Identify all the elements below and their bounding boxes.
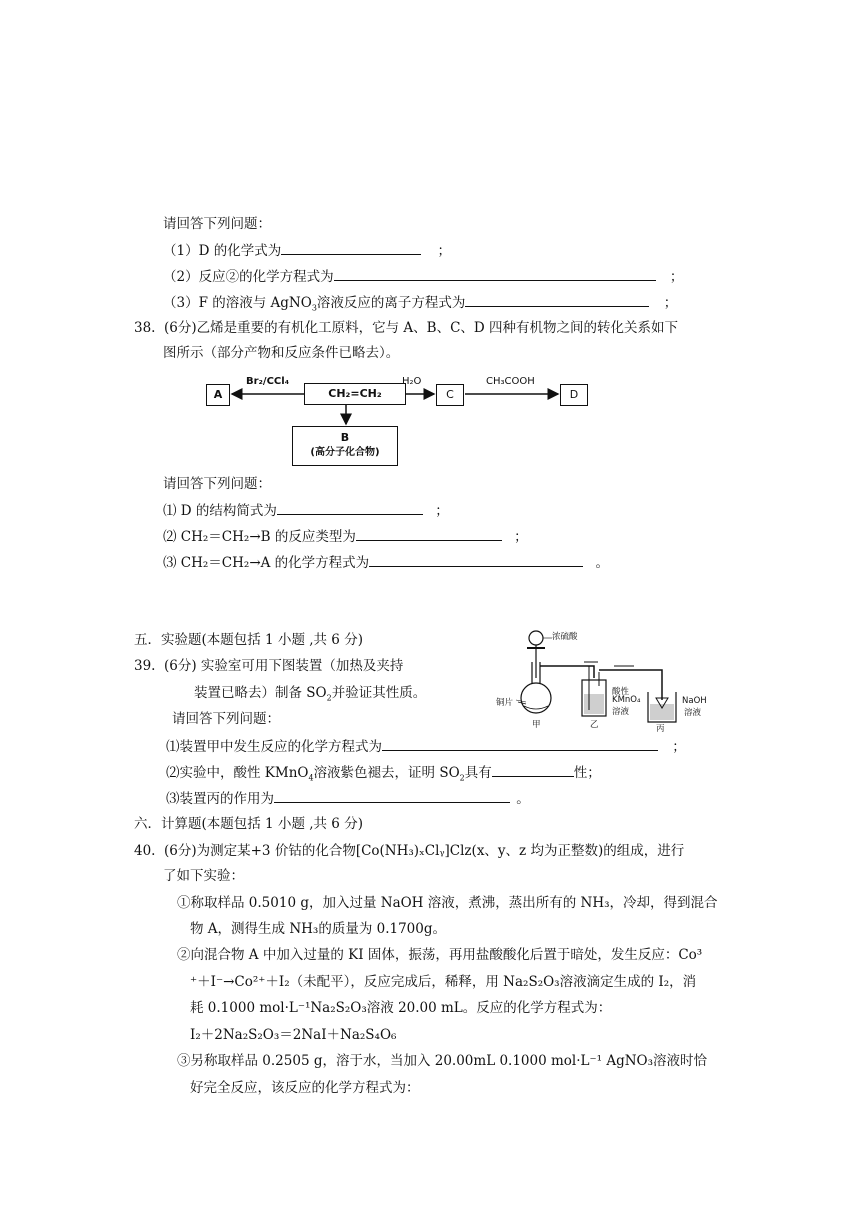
node-ethylene: CH₂=CH₂ bbox=[304, 383, 406, 405]
q39-part3-text: ⑶装置丙的作用为 bbox=[166, 791, 274, 807]
q39-part3 bbox=[166, 788, 530, 809]
label-conc-sulfuric-acid: 浓硫酸 bbox=[552, 632, 578, 642]
q39-line2-end: 并验证其性质。 bbox=[331, 685, 427, 701]
q38-part3-end: 。 bbox=[595, 555, 609, 571]
q40-step1-line1: ①称取样品 0.5010 g，加入过量 NaOH 溶液，煮沸，蒸出所有的 NH₃，冷却，得到混合 bbox=[177, 895, 718, 911]
node-b-label: B bbox=[340, 431, 350, 444]
q39-part1-text: ⑴装置甲中发生反应的化学方程式为 bbox=[166, 739, 382, 755]
node-a: A bbox=[206, 384, 230, 406]
q39-part2 bbox=[166, 762, 601, 783]
label-naoh-2: 溶液 bbox=[684, 708, 702, 718]
q39-answer-blank-2[interactable] bbox=[492, 762, 574, 777]
q39-answer-blank-3[interactable] bbox=[274, 788, 510, 803]
q40-step1-line2: 物 A，测得生成 NH₃的质量为 0.1700g。 bbox=[190, 921, 446, 937]
label-jia: 甲 bbox=[532, 720, 541, 730]
q39-part2-mid: 溶液紫色褪去，证明 SO bbox=[313, 765, 460, 781]
q38-part1 bbox=[163, 500, 449, 521]
q37-part1-text: （1）D 的化学式为 bbox=[163, 243, 282, 259]
q39-part2-text: ⑵实验中，酸性 KMnO bbox=[166, 765, 309, 781]
q38-answer-blank-3[interactable] bbox=[369, 552, 583, 567]
q39-part2-mid2: 具有 bbox=[464, 765, 492, 781]
label-yi: 乙 bbox=[590, 720, 599, 730]
q40-step3-line2: 好完全反应，该反应的化学方程式为： bbox=[190, 1080, 420, 1096]
label-kmno4-3: 溶液 bbox=[612, 707, 630, 717]
q37-part2-text: （2）反应②的化学方程式为 bbox=[163, 269, 334, 285]
q39-answer-blank-1[interactable] bbox=[382, 736, 658, 751]
node-c: C bbox=[436, 384, 464, 406]
q39-part1 bbox=[166, 736, 686, 757]
q37-part3-sub: 3 bbox=[311, 303, 317, 313]
q39-apparatus-diagram bbox=[494, 626, 720, 732]
q37-part1 bbox=[163, 240, 451, 261]
q39-part2-end: 性； bbox=[573, 765, 601, 781]
q38-part1-end: ； bbox=[435, 503, 449, 519]
q38-part3-text: ⑶ CH₂＝CH₂→A 的化学方程式为 bbox=[163, 555, 370, 571]
q39-number: 39. bbox=[134, 658, 156, 674]
q37-part2 bbox=[163, 266, 683, 287]
q38-part1-text: ⑴ D 的结构简式为 bbox=[163, 503, 277, 519]
q38-part2 bbox=[163, 526, 528, 547]
q38-stem-line2: 图所示（部分产物和反应条件已略去）。 bbox=[163, 345, 400, 361]
q38-part2-end: ； bbox=[514, 529, 528, 545]
label-kmno4-2: KMnO₄ bbox=[612, 695, 641, 705]
label-copper: 铜片 bbox=[496, 698, 514, 708]
q37-answer-blank-1[interactable] bbox=[281, 240, 421, 255]
q40-step2-line2: ⁺＋I⁻→Co²⁺＋I₂（未配平），反应完成后，稀释，用 Na₂S₂O₃溶液滴定生成的 I₂，消 bbox=[190, 974, 697, 990]
section5-heading: 五．实验题(本题包括 1 小题 ,共 6 分) bbox=[134, 632, 363, 648]
q37-part2-end: ； bbox=[669, 269, 684, 285]
q39-part2-sub2: 2 bbox=[459, 773, 465, 783]
q37-part3-mid: 溶液反应的离子方程式为 bbox=[316, 295, 466, 311]
q38-number: 38. bbox=[134, 320, 156, 336]
node-d: D bbox=[560, 384, 588, 406]
q40-step2-line3: 耗 0.1000 mol·L⁻¹Na₂S₂O₃溶液 20.00 mL。反应的化学方程式为： bbox=[190, 1000, 612, 1016]
label-br2-ccl4: Br₂/CCl₄ bbox=[246, 376, 290, 387]
q40-step2-equation: I₂＋2Na₂S₂O₃＝2NaI＋Na₂S₄O₆ bbox=[190, 1027, 397, 1043]
node-b bbox=[292, 426, 398, 466]
q38-part3 bbox=[163, 552, 609, 573]
q38-answer-blank-2[interactable] bbox=[356, 526, 502, 541]
q38-prompt: 请回答下列问题： bbox=[163, 476, 271, 492]
q37-part3-text: （3）F 的溶液与 AgNO bbox=[163, 295, 312, 311]
node-b-desc: (高分子化合物) bbox=[310, 447, 380, 458]
q39-part1-end: ； bbox=[672, 739, 686, 755]
label-h2o: H₂O bbox=[402, 376, 422, 387]
q40-step2-line1: ②向混合物 A 中加入过量的 KI 固体，振荡，再用盐酸酸化后置于暗处，发生反应：Co³ bbox=[177, 947, 703, 963]
q37-prompt: 请回答下列问题： bbox=[163, 216, 271, 232]
q39-line2-text: 装置已略去）制备 SO bbox=[194, 685, 327, 701]
q40-stem-line2: 了如下实验： bbox=[163, 868, 244, 884]
q39-part2-sub1: 4 bbox=[308, 773, 314, 783]
q37-answer-blank-3[interactable] bbox=[465, 292, 649, 307]
label-naoh-1: NaOH bbox=[682, 696, 707, 706]
q38-stem-line1: (6分)乙烯是重要的有机化工原料，它与 A、B、C、D 四种有机物之间的转化关系如下 bbox=[164, 320, 679, 336]
label-kmno4-1: 酸性 bbox=[612, 687, 630, 697]
q38-answer-blank-1[interactable] bbox=[277, 500, 423, 515]
q40-step3-line1: ③另称取样品 0.2505 g，溶于水，当加入 20.00mL 0.1000 mol·L⁻¹ AgNO₃溶液时恰 bbox=[177, 1053, 707, 1069]
q37-part3 bbox=[163, 292, 677, 313]
q38-part2-text: ⑵ CH₂＝CH₂→B 的反应类型为 bbox=[163, 529, 356, 545]
q38-reaction-diagram bbox=[200, 372, 592, 470]
q37-part1-end: ； bbox=[437, 243, 452, 259]
label-bing: 丙 bbox=[656, 724, 665, 734]
q40-stem-line1: (6分)为测定某+3 价钴的化合物[Co(NH₃)ₓClᵧ]Clz(x、y、z 均为正整数)的组成，进行 bbox=[164, 843, 685, 859]
label-ch3cooh: CH₃COOH bbox=[486, 376, 535, 387]
q39-stem-line1: (6分) 实验室可用下图装置（加热及夹持 bbox=[164, 658, 404, 674]
section6-heading: 六．计算题(本题包括 1 小题 ,共 6 分) bbox=[134, 816, 363, 832]
q39-part3-end: 。 bbox=[516, 791, 530, 807]
q37-answer-blank-2[interactable] bbox=[334, 266, 656, 281]
q37-part3-end: ； bbox=[663, 295, 678, 311]
q39-stem-line2 bbox=[194, 683, 426, 703]
q40-number: 40. bbox=[134, 843, 156, 859]
q39-line2-sub: 2 bbox=[326, 693, 332, 703]
q39-prompt: 请回答下列问题： bbox=[172, 711, 280, 727]
